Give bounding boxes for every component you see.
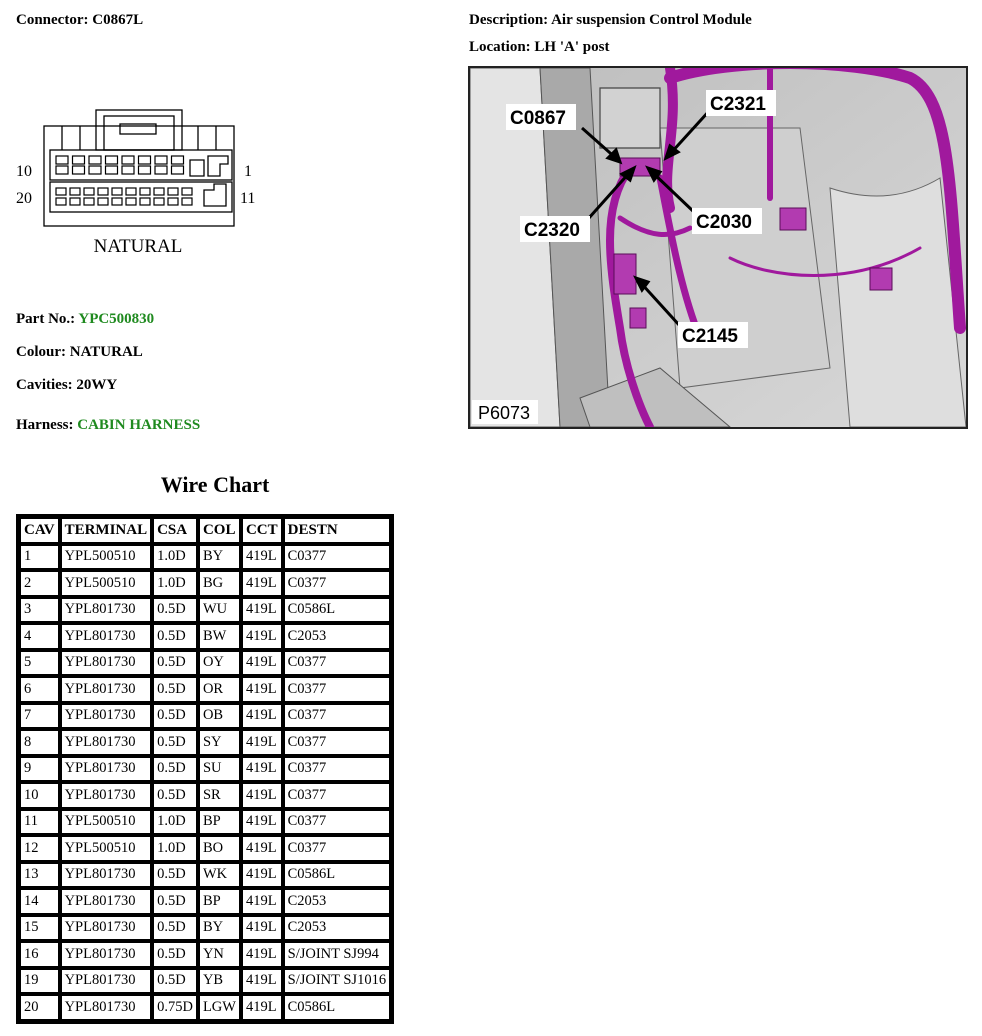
table-cell-col: WU (198, 597, 241, 624)
table-row (19, 570, 391, 597)
table-cell-cav: 11 (19, 809, 60, 836)
table-cell-terminal: YPL500510 (60, 809, 153, 836)
cavity-bottom-1-0 (56, 188, 66, 195)
wire-chart-title: Wire Chart (160, 472, 270, 497)
table-cell-terminal: YPL801730 (60, 994, 153, 1021)
table-cell-csa: 1.0D (152, 809, 198, 836)
cavity-bottom-8-0 (154, 188, 164, 195)
table-cell-cav: 13 (19, 862, 60, 889)
cavity-top-8-1 (172, 166, 184, 174)
table-cell-col: SR (198, 782, 241, 809)
table-row (19, 968, 391, 995)
table-cell-cct: 419L (241, 703, 283, 730)
cavity-top-6-1 (139, 166, 151, 174)
pin-label-11: 11 (240, 190, 256, 207)
location-photo (468, 66, 968, 429)
callout-c2321: C2321 (710, 94, 766, 115)
table-cell-terminal: YPL500510 (60, 835, 153, 862)
description-label: Description: (469, 12, 549, 28)
cavity-bottom-4-1 (98, 198, 108, 205)
cavity-bottom-3-1 (84, 198, 94, 205)
table-cell-cav: 9 (19, 756, 60, 783)
cavity-bottom-1-1 (56, 198, 66, 205)
column-header-csa: CSA (152, 517, 198, 544)
table-cell-cct: 419L (241, 941, 283, 968)
table-header-row (19, 517, 391, 544)
table-cell-csa: 0.5D (152, 968, 198, 995)
cavity-bottom-9-0 (168, 188, 178, 195)
table-cell-terminal: YPL801730 (60, 703, 153, 730)
table-body (19, 544, 391, 1021)
table-cell-col: LGW (198, 994, 241, 1021)
table-cell-cav: 6 (19, 676, 60, 703)
table-cell-terminal: YPL801730 (60, 623, 153, 650)
location-line (469, 39, 609, 56)
table-cell-destn: C0377 (283, 676, 391, 703)
wire-chart-table (16, 514, 394, 1024)
table-cell-destn: C0586L (283, 862, 391, 889)
table-cell-destn: S/JOINT SJ1016 (283, 968, 391, 995)
table-cell-destn: C0377 (283, 835, 391, 862)
cavities-label: Cavities: (16, 377, 73, 393)
callout-c0867: C0867 (510, 108, 566, 129)
table-cell-csa: 1.0D (152, 570, 198, 597)
table-cell-csa: 0.5D (152, 915, 198, 942)
cavity-bottom-7-1 (140, 198, 150, 205)
table-cell-destn: S/JOINT SJ994 (283, 941, 391, 968)
connector-face-diagram (14, 104, 264, 264)
table-cell-terminal: YPL801730 (60, 941, 153, 968)
pin-label-10: 10 (16, 163, 32, 180)
harness-link[interactable]: CABIN HARNESS (77, 417, 201, 433)
description-line (469, 12, 752, 29)
table-row (19, 703, 391, 730)
table-cell-col: BW (198, 623, 241, 650)
table-cell-csa: 0.5D (152, 623, 198, 650)
part-no-line (16, 311, 154, 328)
table-cell-cct: 419L (241, 756, 283, 783)
cavity-bottom-4-0 (98, 188, 108, 195)
cavity-top-7-0 (155, 156, 167, 164)
cavity-top-3-1 (89, 166, 101, 174)
cavity-bottom-7-0 (140, 188, 150, 195)
table-cell-csa: 0.5D (152, 862, 198, 889)
table-cell-destn: C0377 (283, 756, 391, 783)
table-cell-cav: 7 (19, 703, 60, 730)
table-cell-col: OY (198, 650, 241, 677)
table-cell-destn: C0586L (283, 597, 391, 624)
table-cell-terminal: YPL801730 (60, 888, 153, 915)
table-cell-destn: C0377 (283, 650, 391, 677)
table-cell-cav: 2 (19, 570, 60, 597)
table-row (19, 650, 391, 677)
table-row (19, 994, 391, 1021)
table-cell-terminal: YPL500510 (60, 570, 153, 597)
cavity-bottom-10-0 (182, 188, 192, 195)
cavity-top-6-0 (139, 156, 151, 164)
column-header-cct: CCT (241, 517, 283, 544)
pin-label-1: 1 (244, 163, 252, 180)
harness-label: Harness: (16, 417, 74, 433)
table-row (19, 729, 391, 756)
table-row (19, 676, 391, 703)
cavity-top-8-0 (172, 156, 184, 164)
table-row (19, 809, 391, 836)
table-cell-cav: 4 (19, 623, 60, 650)
connector-label: Connector: (16, 12, 89, 28)
table-cell-destn: C2053 (283, 915, 391, 942)
part-no-label: Part No.: (16, 311, 76, 327)
table-cell-cav: 16 (19, 941, 60, 968)
table-cell-csa: 0.75D (152, 994, 198, 1021)
table-cell-col: WK (198, 862, 241, 889)
table-cell-destn: C2053 (283, 623, 391, 650)
table-cell-terminal: YPL801730 (60, 756, 153, 783)
cavity-bottom-2-1 (70, 198, 80, 205)
table-cell-cct: 419L (241, 623, 283, 650)
cavity-top-5-0 (122, 156, 134, 164)
location-photo-illustration (470, 68, 966, 427)
table-cell-terminal: YPL500510 (60, 544, 153, 571)
table-cell-destn: C0377 (283, 809, 391, 836)
table-cell-col: YB (198, 968, 241, 995)
table-cell-col: BO (198, 835, 241, 862)
cavity-top-5-1 (122, 166, 134, 174)
colour-caption: NATURAL (93, 236, 183, 257)
table-cell-cct: 419L (241, 862, 283, 889)
table-cell-cav: 15 (19, 915, 60, 942)
table-cell-cct: 419L (241, 544, 283, 571)
part-no-link[interactable]: YPC500830 (78, 311, 155, 327)
table-cell-col: SU (198, 756, 241, 783)
table-cell-csa: 0.5D (152, 888, 198, 915)
colour-value: NATURAL (69, 344, 143, 360)
cavity-top-7-1 (155, 166, 167, 174)
table-cell-cct: 419L (241, 968, 283, 995)
column-header-cav: CAV (19, 517, 60, 544)
callout-c2320: C2320 (524, 220, 580, 241)
table-cell-terminal: YPL801730 (60, 968, 153, 995)
table-row (19, 835, 391, 862)
table-row (19, 888, 391, 915)
table-cell-col: BG (198, 570, 241, 597)
table-cell-cct: 419L (241, 915, 283, 942)
cavity-bottom-9-1 (168, 198, 178, 205)
description-value: Air suspension Control Module (551, 12, 752, 28)
table-cell-cav: 5 (19, 650, 60, 677)
table-cell-csa: 1.0D (152, 544, 198, 571)
table-cell-cct: 419L (241, 809, 283, 836)
table-cell-terminal: YPL801730 (60, 862, 153, 889)
cavity-bottom-10-1 (182, 198, 192, 205)
table-cell-terminal: YPL801730 (60, 729, 153, 756)
location-value: LH 'A' post (534, 39, 610, 55)
table-cell-cct: 419L (241, 994, 283, 1021)
pin-label-20: 20 (16, 190, 32, 207)
table-row (19, 544, 391, 571)
table-cell-col: BP (198, 888, 241, 915)
colour-label: Colour: (16, 344, 66, 360)
cavity-bottom-2-0 (70, 188, 80, 195)
column-header-col: COL (198, 517, 241, 544)
table-cell-cct: 419L (241, 650, 283, 677)
table-cell-csa: 0.5D (152, 782, 198, 809)
table-row (19, 756, 391, 783)
cavity-bottom-5-1 (112, 198, 122, 205)
table-cell-col: OR (198, 676, 241, 703)
cavity-top-3-0 (89, 156, 101, 164)
table-cell-cct: 419L (241, 888, 283, 915)
table-cell-col: SY (198, 729, 241, 756)
table-cell-destn: C0377 (283, 544, 391, 571)
cavity-bottom-6-1 (126, 198, 136, 205)
table-cell-cav: 3 (19, 597, 60, 624)
table-cell-cav: 12 (19, 835, 60, 862)
cavity-bottom-8-1 (154, 198, 164, 205)
table-cell-col: BP (198, 809, 241, 836)
table-cell-terminal: YPL801730 (60, 597, 153, 624)
cavity-top-1-1 (56, 166, 68, 174)
table-cell-destn: C0377 (283, 729, 391, 756)
table-cell-cav: 10 (19, 782, 60, 809)
table-cell-cct: 419L (241, 729, 283, 756)
location-label: Location: (469, 39, 531, 55)
table-cell-csa: 0.5D (152, 676, 198, 703)
table-cell-csa: 0.5D (152, 941, 198, 968)
callout-c2030: C2030 (696, 212, 752, 233)
cavity-top-2-1 (73, 166, 85, 174)
cavity-top-1-0 (56, 156, 68, 164)
table-cell-cav: 8 (19, 729, 60, 756)
table-cell-col: BY (198, 544, 241, 571)
cavities-value: 20WY (76, 377, 118, 393)
table-row (19, 915, 391, 942)
table-row (19, 941, 391, 968)
table-cell-terminal: YPL801730 (60, 676, 153, 703)
harness-line (16, 417, 200, 434)
table-cell-csa: 0.5D (152, 703, 198, 730)
connector-line (16, 12, 143, 29)
table-row (19, 862, 391, 889)
table-cell-terminal: YPL801730 (60, 782, 153, 809)
table-cell-cav: 20 (19, 994, 60, 1021)
table-cell-destn: C0377 (283, 703, 391, 730)
table-row (19, 782, 391, 809)
table-cell-cct: 419L (241, 676, 283, 703)
column-header-terminal: TERMINAL (60, 517, 153, 544)
table-cell-cav: 19 (19, 968, 60, 995)
cavity-top-4-0 (106, 156, 118, 164)
table-cell-col: YN (198, 941, 241, 968)
table-cell-destn: C2053 (283, 888, 391, 915)
table-cell-cct: 419L (241, 782, 283, 809)
table-cell-csa: 0.5D (152, 729, 198, 756)
cavity-bottom-6-0 (126, 188, 136, 195)
table-row (19, 597, 391, 624)
cavities-line (16, 377, 117, 394)
cavity-bottom-5-0 (112, 188, 122, 195)
table-row (19, 623, 391, 650)
table-cell-destn: C0377 (283, 782, 391, 809)
table-cell-csa: 1.0D (152, 835, 198, 862)
cavity-bottom-3-0 (84, 188, 94, 195)
table-cell-csa: 0.5D (152, 650, 198, 677)
table-cell-csa: 0.5D (152, 597, 198, 624)
column-header-destn: DESTN (283, 517, 391, 544)
table-cell-cav: 1 (19, 544, 60, 571)
table-cell-csa: 0.5D (152, 756, 198, 783)
table-cell-cav: 14 (19, 888, 60, 915)
callout-c2145: C2145 (682, 326, 738, 347)
cavity-top-4-1 (106, 166, 118, 174)
connector-value: C0867L (92, 12, 144, 28)
table-cell-col: BY (198, 915, 241, 942)
colour-line (16, 344, 143, 361)
table-cell-cct: 419L (241, 835, 283, 862)
table-cell-terminal: YPL801730 (60, 650, 153, 677)
table-cell-terminal: YPL801730 (60, 915, 153, 942)
table-cell-destn: C0586L (283, 994, 391, 1021)
table-cell-col: OB (198, 703, 241, 730)
table-cell-cct: 419L (241, 570, 283, 597)
photo-ref: P6073 (478, 403, 531, 423)
cavity-top-2-0 (73, 156, 85, 164)
table-cell-destn: C0377 (283, 570, 391, 597)
table-cell-cct: 419L (241, 597, 283, 624)
